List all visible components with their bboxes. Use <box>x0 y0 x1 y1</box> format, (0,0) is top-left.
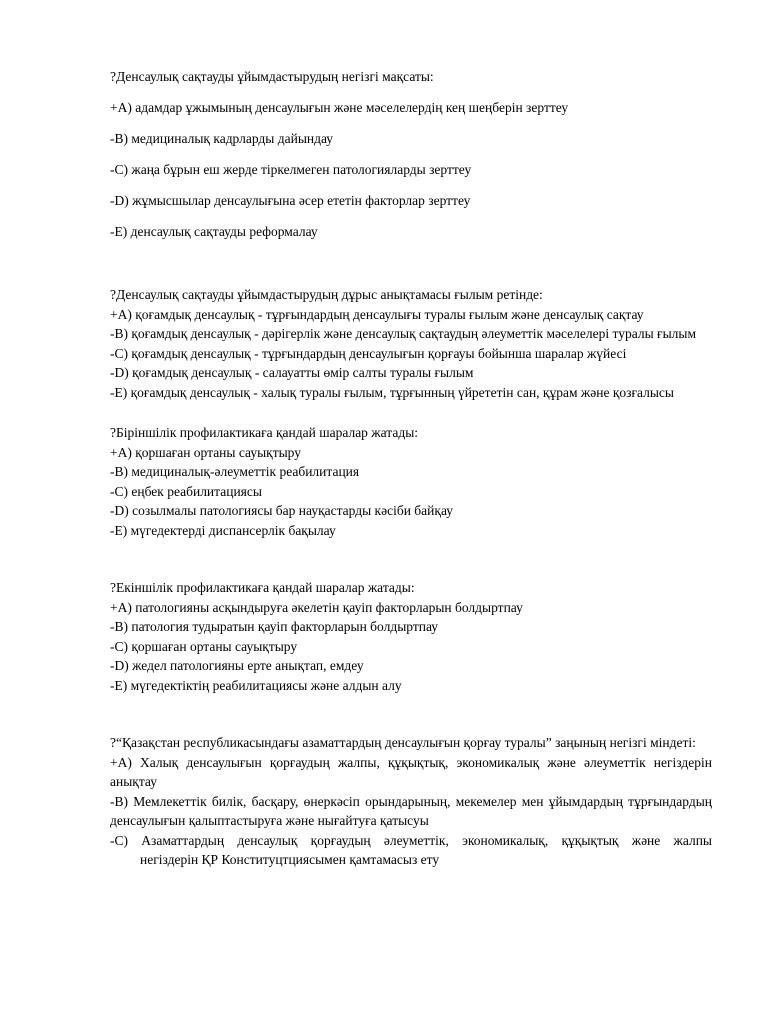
question-3 <box>110 423 712 540</box>
question-title: ?“Қазақстан республикасындағы азаматтардың денсаулығын қорғау туралы” заңының негізгі міндеті: <box>110 735 696 750</box>
question-title: ?Денсаулық сақтауды ұйымдастырудың дұрыс анықтамасы ғылым ретінде: <box>110 287 543 302</box>
answer-option: -D) жұмысшылар денсаулығына әсер ететін факторлар зерттеу <box>110 193 471 208</box>
question-1 <box>110 67 712 242</box>
answer-option: +А) адамдар ұжымының денсаулығын және мәселелердің кең шеңберін зерттеу <box>110 100 569 115</box>
question-5 <box>110 733 712 870</box>
answer-option: -В) қоғамдық денсаулық - дәрігерлік және денсаулық сақтаудың әлеуметтік мәселелері туралы ғылым <box>110 326 696 341</box>
answer-option: -В) медициналық кадрларды дайындау <box>110 131 334 146</box>
answer-option: -Е) мүгедектіктің реабилитациясы және алдын алу <box>110 677 402 693</box>
question-4 <box>110 578 712 695</box>
question-2 <box>110 285 712 402</box>
document-content <box>110 67 712 870</box>
answer-option: -Е) денсаулық сақтауды реформалау <box>110 224 318 239</box>
answer-option: -Е) мүгедектерді диспансерлік бақылау <box>110 522 336 538</box>
answer-option: -С) Азаматтардың денсаулық қорғаудың әлеуметтік, экономикалық, құқықтық және жалпы <box>110 832 712 848</box>
answer-option: +А) Халық денсаулығын қорғаудың жалпы, құқықтық, экономикалық және әлеуметтік негіздерін анықтау <box>110 754 712 789</box>
question-title: ?Біріншілік профилактикаға қандай шаралар жатады: <box>110 425 419 440</box>
answer-option: -С) жаңа бұрын еш жерде тіркелмеген патологияларды зерттеу <box>110 162 472 177</box>
answer-option: +А) патологияны асқындыруға әкелетін қауіп факторларын болдыртпау <box>110 599 523 615</box>
answer-option: -С) қоғамдық денсаулық - тұрғындардың денсаулығын қорғауы бойынша шаралар жүйесі <box>110 345 627 361</box>
answer-option: -D) созылмалы патологиясы бар науқастарды кәсіби байқау <box>110 503 454 518</box>
question-title: ?Екіншілік профилактикаға қандай шаралар жатады: <box>110 580 415 595</box>
answer-option: -В) медициналық-әлеуметтік реабилитация <box>110 464 360 479</box>
question-title: ?Денсаулық сақтауды ұйымдастырудың негізгі мақсаты: <box>110 69 434 84</box>
answer-option: -С) еңбек реабилитациясы <box>110 483 262 499</box>
answer-option: -D) жедел патологияны ерте анықтап, емдеу <box>110 658 364 673</box>
answer-option: -D) қоғамдық денсаулық - салауатты өмір салты туралы ғылым <box>110 365 474 380</box>
answer-option: -С) қоршаған ортаны сауықтыру <box>110 638 298 654</box>
answer-option: -В) Мемлекеттік билік, басқару, өнеркәсіп орындарының, мекемелер мен ұйымдардың тұрғындардың денсаулығын қалыптастыруға және нығайтуға қатысуы <box>110 793 712 828</box>
answer-option: -Е) қоғамдық денсаулық - халық туралы ғылым, тұрғынның үйрететін сан, құрам және қозғалысы <box>110 384 674 400</box>
answer-option-continuation <box>110 850 712 870</box>
answer-option: +А) қоршаған ортаны сауықтыру <box>110 444 301 460</box>
answer-option: -В) патология тудыратын қауіп факторларын болдыртпау <box>110 619 439 634</box>
continuation-text: негіздерін ҚР Конституцтциясымен қамтамасыз ету <box>140 852 440 867</box>
answer-option: +А) қоғамдық денсаулық - тұрғындардың денсаулығы туралы ғылым және денсаулық сақтау <box>110 306 644 322</box>
